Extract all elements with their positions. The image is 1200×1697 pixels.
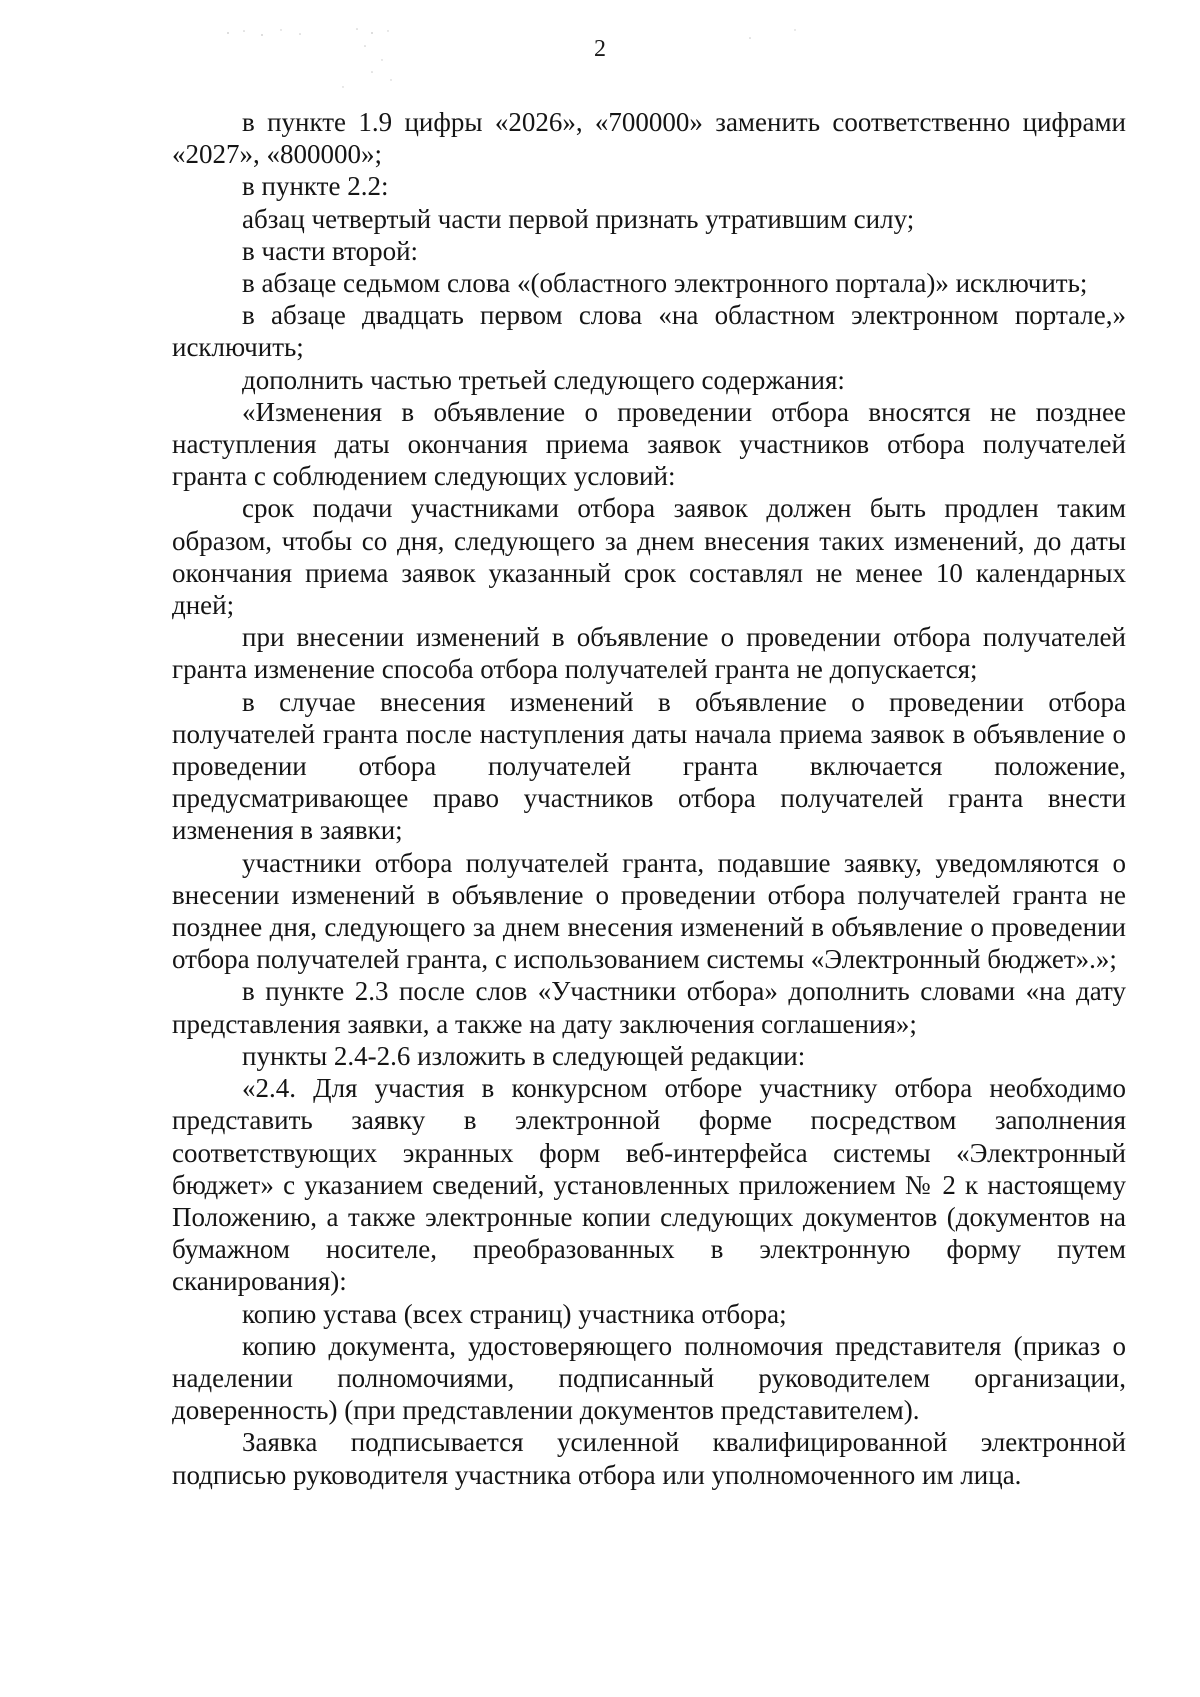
paragraph: в части второй: xyxy=(242,235,419,266)
page-number: 2 xyxy=(594,36,606,62)
document-body xyxy=(172,106,1126,1491)
paragraph: копию устава (всех страниц) участника отбора; xyxy=(242,1298,787,1329)
paragraph: срок подачи участниками отбора заявок должен быть продлен таким образом, чтобы со дня, следующего за днем внесения таких изменений, до даты окончания приема заявок указанный срок составлял не менее 10 календарных дней; xyxy=(172,493,1126,621)
paragraph: Заявка подписывается усиленной квалифицированной электронной подписью руководителя участника отбора или уполномоченного им лица. xyxy=(172,1427,1126,1490)
paragraph: пункты 2.4-2.6 изложить в следующей редакции: xyxy=(242,1040,806,1071)
paragraph: дополнить частью третьей следующего содержания: xyxy=(242,364,845,395)
paragraph: при внесении изменений в объявление о проведении отбора получателей гранта изменение способа отбора получателей гранта не допускается; xyxy=(172,622,1126,685)
paragraph: в случае внесения изменений в объявление о проведении отбора получателей гранта после наступления даты начала приема заявок в объявление о проведении отбора получателей гранта включается положение, предусматривающее право участников отбора получателей гранта внести изменения в заявки; xyxy=(172,686,1126,846)
paragraph: в пункте 2.3 после слов «Участники отбора» дополнить словами «на дату представления заявки, а также на дату заключения соглашения»; xyxy=(172,976,1126,1039)
paragraph: «Изменения в объявление о проведении отбора вносятся не позднее наступления даты окончания приема заявок участников отбора получателей гранта с соблюдением следующих условий: xyxy=(172,396,1126,492)
paragraph: в абзаце двадцать первом слова «на областном электронном портале,» исключить; xyxy=(172,300,1126,363)
paragraph: абзац четвертый части первой признать утратившим силу; xyxy=(242,203,915,234)
paragraph: «2.4. Для участия в конкурсном отборе участнику отбора необходимо представить заявку в электронной форме посредством заполнения соответствующих экранных форм веб-интерфейса системы «Электронный бюджет» с указанием сведений, установленных приложением № 2 к настоящему Положению, а также электронные копии следующих документов (документов на бумажном носителе, преобразованных в электронную форму путем сканирования): xyxy=(172,1073,1126,1297)
paragraph: в пункте 2.2: xyxy=(242,171,389,202)
paragraph: копию документа, удостоверяющего полномочия представителя (приказ о наделении полномочиями, подписанный руководителем организации, доверенность) (при представлении документов представителем). xyxy=(172,1330,1126,1426)
paragraph: в абзаце седьмом слова «(областного электронного портала)» исключить; xyxy=(242,268,1088,299)
paragraph: участники отбора получателей гранта, подавшие заявку, уведомляются о внесении изменений в объявление о проведении отбора получателей гранта не позднее дня, следующего за днем внесения изменений в объявление о проведении отбора получателей гранта, с использованием системы «Электронный бюджет».»; xyxy=(172,847,1126,975)
paragraph: в пункте 1.9 цифры «2026», «700000» заменить соответственно цифрами «2027», «800000»; xyxy=(172,107,1126,170)
